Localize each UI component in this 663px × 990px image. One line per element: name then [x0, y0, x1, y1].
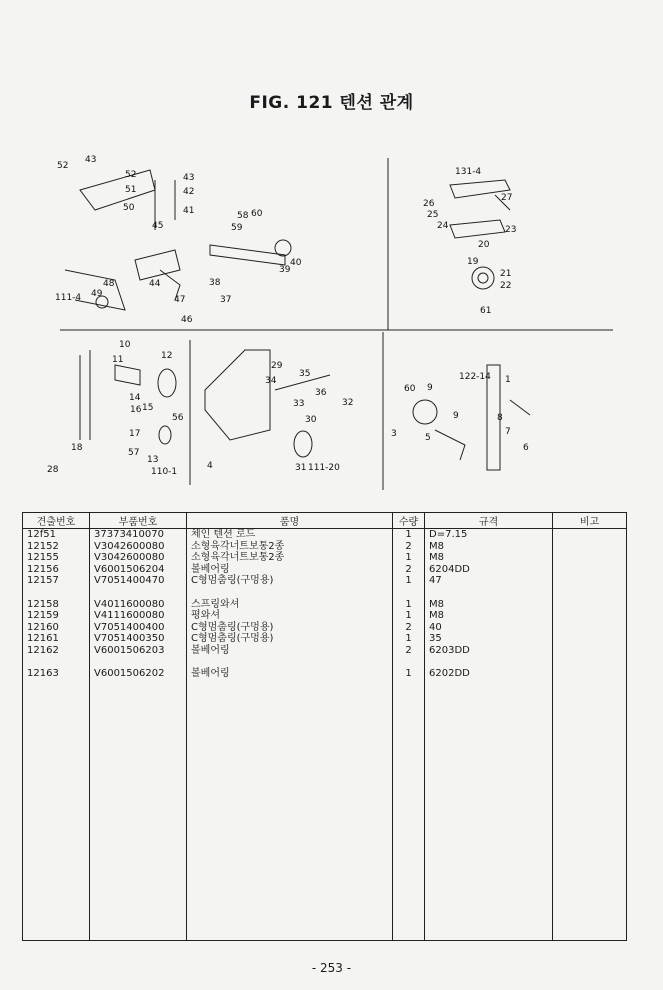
part-number-cell: V7051400400 [90, 622, 187, 634]
note-cell [553, 668, 627, 680]
table-row [23, 668, 627, 680]
part-number-cell: V7051400470 [90, 575, 187, 587]
column-header: 수량 [393, 513, 425, 529]
table-header-row [23, 513, 627, 529]
figure-title: FIG. 121 텐션 관계 [249, 93, 414, 113]
diagram-label: 31 [295, 463, 307, 473]
diagram-label: 111-20 [308, 463, 340, 473]
part-number-cell: V6001506203 [90, 645, 187, 657]
ref-number-cell [23, 587, 90, 599]
diagram-label: 22 [500, 281, 512, 291]
diagram-label: 37 [220, 295, 232, 305]
note-cell [553, 657, 627, 669]
quantity-cell: 1 [393, 633, 425, 645]
diagram-label: 56 [172, 413, 184, 423]
spec-cell: 47 [425, 575, 553, 587]
diagram-label: 40 [290, 258, 302, 268]
diagram-label: 33 [293, 399, 305, 409]
table-row [23, 633, 627, 645]
diagram-label: 43 [183, 173, 195, 183]
part-number-cell: V3042600080 [90, 552, 187, 564]
note-cell [553, 529, 627, 541]
part-number-cell: V4011600080 [90, 599, 187, 611]
part-name-cell: 체인 텐션 로드 [187, 529, 393, 541]
spec-cell: D=7.15 [425, 529, 553, 541]
table-row [23, 552, 627, 564]
quantity-cell: 2 [393, 645, 425, 657]
spec-cell: 40 [425, 622, 553, 634]
spec-cell [425, 587, 553, 599]
ref-number-cell: 12157 [23, 575, 90, 587]
part-name-cell: 소형육각너트보통2종 [187, 541, 393, 553]
diagram-label: 52 [57, 161, 69, 171]
part-name-cell: C형멈춤링(구멍용) [187, 622, 393, 634]
diagram-label: 7 [505, 427, 511, 437]
spec-cell: 6203DD [425, 645, 553, 657]
quantity-cell: 2 [393, 564, 425, 576]
diagram-label: 21 [500, 269, 512, 279]
quantity-cell: 1 [393, 529, 425, 541]
ref-number-cell: 12156 [23, 564, 90, 576]
ref-number-cell [23, 657, 90, 669]
ref-number-cell: 12158 [23, 599, 90, 611]
part-number-cell: 37373410070 [90, 529, 187, 541]
diagram-label: 122-14 [459, 372, 491, 382]
ref-number-cell: 12162 [23, 645, 90, 657]
diagram-label: 49 [91, 289, 103, 299]
diagram-label: 13 [147, 455, 159, 465]
diagram-label: 30 [305, 415, 317, 425]
ref-number-cell: 12155 [23, 552, 90, 564]
table-row [23, 587, 627, 599]
diagram-label: 4 [207, 461, 213, 471]
diagram-label: 9 [427, 383, 433, 393]
diagram-label: 8 [497, 413, 503, 423]
diagram-label: 42 [183, 187, 195, 197]
diagram-label: 43 [85, 155, 97, 165]
part-name-cell: C형멈춤링(구멍용) [187, 633, 393, 645]
quantity-cell: 2 [393, 622, 425, 634]
part-name-cell [187, 587, 393, 599]
part-number-cell: V6001506202 [90, 668, 187, 680]
part-number-cell: V6001506204 [90, 564, 187, 576]
diagram-label: 35 [299, 369, 311, 379]
note-cell [553, 552, 627, 564]
part-number-cell: V7051400350 [90, 633, 187, 645]
diagram-label: 27 [501, 193, 513, 203]
diagram-label: 17 [129, 429, 141, 439]
diagram-label: 6 [523, 443, 529, 453]
parts-diagram [47, 150, 625, 495]
table-row [23, 564, 627, 576]
part-name-cell: C형멈춤링(구멍용) [187, 575, 393, 587]
diagram-label: 14 [129, 393, 141, 403]
exploded-view-drawing [47, 150, 625, 495]
quantity-cell: 1 [393, 668, 425, 680]
table-row [23, 599, 627, 611]
parts-list-table [22, 512, 627, 941]
diagram-label: 60 [251, 209, 263, 219]
note-cell [553, 599, 627, 611]
quantity-cell: 1 [393, 575, 425, 587]
quantity-cell: 1 [393, 599, 425, 611]
quantity-cell: 1 [393, 552, 425, 564]
part-name-cell [187, 657, 393, 669]
table-row [23, 657, 627, 669]
note-cell [553, 610, 627, 622]
diagram-label: 41 [183, 206, 195, 216]
diagram-label: 23 [505, 225, 517, 235]
table-row [23, 575, 627, 587]
note-cell [553, 575, 627, 587]
ref-number-cell: 12163 [23, 668, 90, 680]
part-name-cell: 평와셔 [187, 610, 393, 622]
diagram-label: 11 [112, 355, 124, 365]
diagram-label: 15 [142, 403, 154, 413]
diagram-label: 48 [103, 279, 115, 289]
table-row [23, 610, 627, 622]
diagram-label: 10 [119, 340, 131, 350]
diagram-label: 20 [478, 240, 490, 250]
column-header: 품명 [187, 513, 393, 529]
page-number: - 253 - [311, 961, 352, 975]
note-cell [553, 622, 627, 634]
table-row [23, 622, 627, 634]
diagram-label: 34 [265, 376, 277, 386]
part-number-cell: V3042600080 [90, 541, 187, 553]
spec-cell: 6202DD [425, 668, 553, 680]
part-number-cell [90, 657, 187, 669]
diagram-label: 111-4 [55, 293, 82, 303]
diagram-label: 36 [315, 388, 327, 398]
quantity-cell [393, 587, 425, 599]
diagram-label: 19 [467, 257, 479, 267]
ref-number-cell: 12161 [23, 633, 90, 645]
note-cell [553, 587, 627, 599]
diagram-label: 18 [71, 443, 83, 453]
part-number-cell [90, 587, 187, 599]
table-row [23, 529, 627, 541]
quantity-cell: 1 [393, 610, 425, 622]
part-name-cell: 스프링와셔 [187, 599, 393, 611]
column-header: 견출번호 [23, 513, 90, 529]
diagram-label: 44 [149, 279, 161, 289]
diagram-label: 28 [47, 465, 59, 475]
diagram-label: 1 [505, 375, 511, 385]
diagram-label: 5 [425, 433, 431, 443]
diagram-label: 3 [391, 429, 397, 439]
part-name-cell: 소형육각너트보통2종 [187, 552, 393, 564]
diagram-label: 38 [209, 278, 221, 288]
diagram-label: 52 [125, 170, 137, 180]
note-cell [553, 564, 627, 576]
spec-cell [425, 657, 553, 669]
diagram-label: 51 [125, 185, 137, 195]
diagram-label: 16 [130, 405, 142, 415]
part-number-cell: V4111600080 [90, 610, 187, 622]
diagram-label: 47 [174, 295, 186, 305]
diagram-label: 26 [423, 199, 435, 209]
diagram-label: 57 [128, 448, 140, 458]
table-blank-area [23, 680, 627, 941]
quantity-cell: 2 [393, 541, 425, 553]
diagram-label: 9 [453, 411, 459, 421]
diagram-label: 12 [161, 351, 173, 361]
spec-cell: M8 [425, 552, 553, 564]
spec-cell: M8 [425, 610, 553, 622]
diagram-label: 60 [404, 384, 416, 394]
column-header: 규격 [425, 513, 553, 529]
note-cell [553, 633, 627, 645]
part-name-cell: 볼베어링 [187, 645, 393, 657]
diagram-label: 110-1 [151, 467, 178, 477]
column-header: 부품번호 [90, 513, 187, 529]
table-row [23, 645, 627, 657]
table-row [23, 541, 627, 553]
ref-number-cell: 12f51 [23, 529, 90, 541]
spec-cell: M8 [425, 599, 553, 611]
ref-number-cell: 12160 [23, 622, 90, 634]
diagram-label: 39 [279, 265, 291, 275]
column-header: 비고 [553, 513, 627, 529]
diagram-label: 46 [181, 315, 193, 325]
diagram-label: 131-4 [455, 167, 482, 177]
diagram-label: 58 [237, 211, 249, 221]
ref-number-cell: 12159 [23, 610, 90, 622]
note-cell [553, 645, 627, 657]
quantity-cell [393, 657, 425, 669]
spec-cell: 35 [425, 633, 553, 645]
diagram-label: 61 [480, 306, 492, 316]
spec-cell: M8 [425, 541, 553, 553]
spec-cell: 6204DD [425, 564, 553, 576]
diagram-label: 24 [437, 221, 449, 231]
part-name-cell: 볼베어링 [187, 668, 393, 680]
diagram-label: 59 [231, 223, 243, 233]
diagram-label: 25 [427, 210, 439, 220]
note-cell [553, 541, 627, 553]
ref-number-cell: 12152 [23, 541, 90, 553]
diagram-label: 29 [271, 361, 283, 371]
diagram-label: 32 [342, 398, 354, 408]
diagram-label: 45 [152, 221, 164, 231]
diagram-label: 50 [123, 203, 135, 213]
part-name-cell: 볼베어링 [187, 564, 393, 576]
